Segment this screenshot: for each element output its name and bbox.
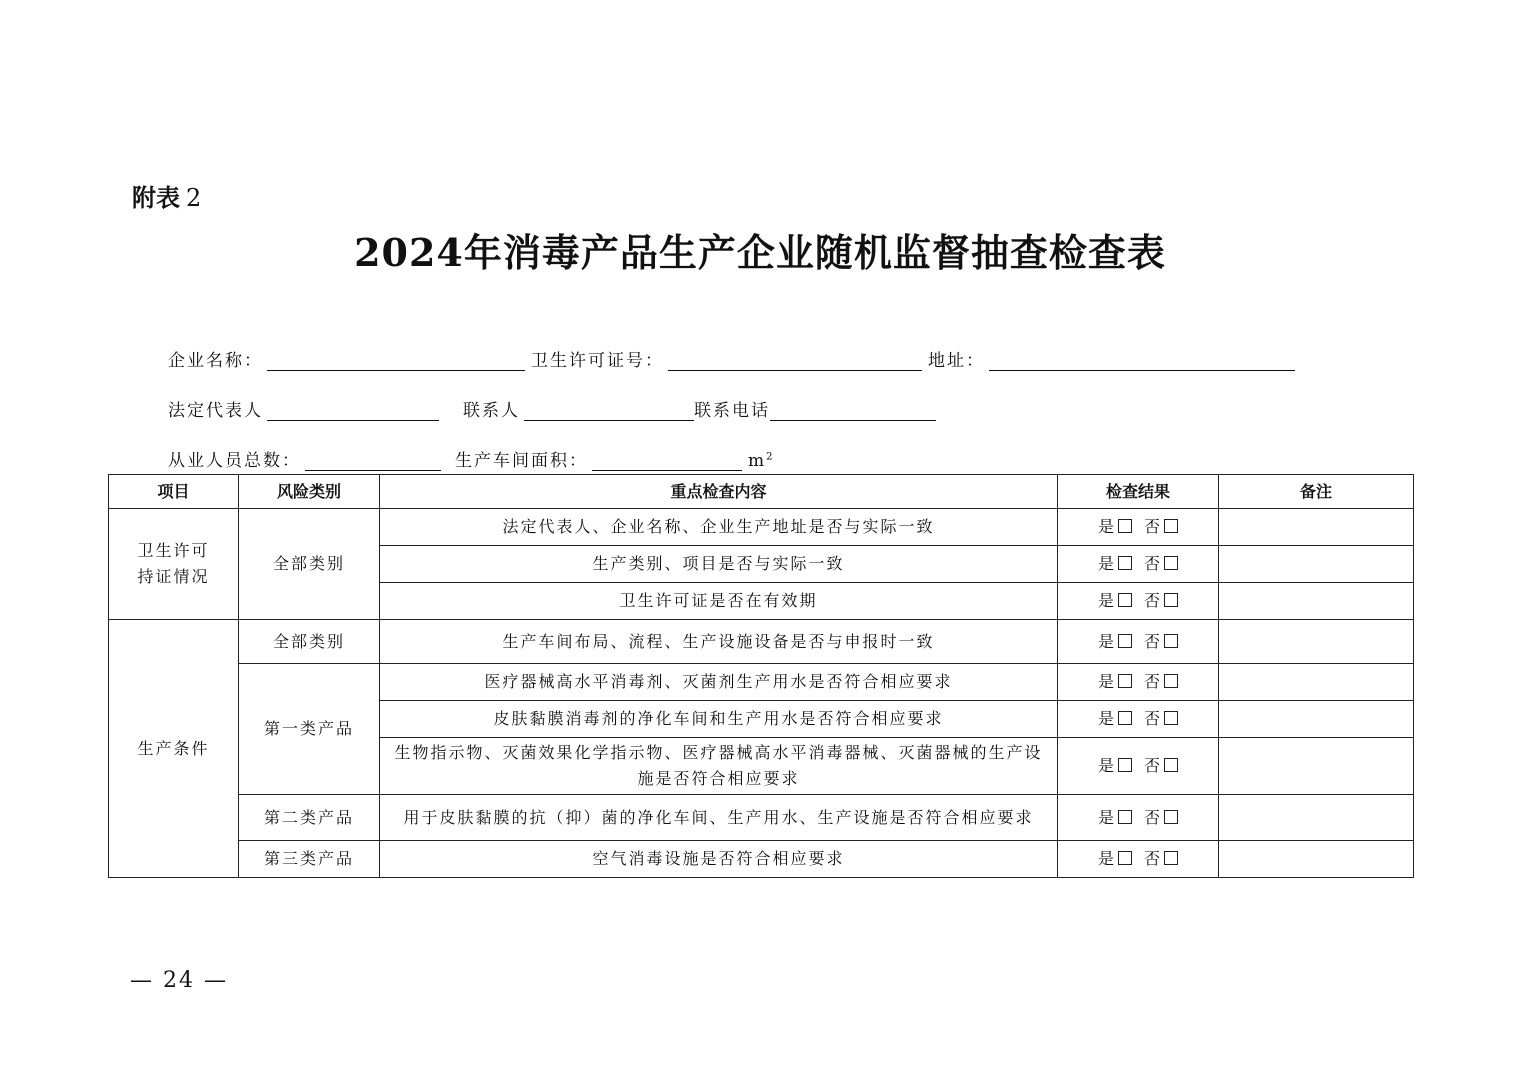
check-content: 医疗器械高水平消毒剂、灭菌剂生产用水是否符合相应要求 [380, 664, 1058, 701]
header-risk: 风险类别 [239, 475, 380, 509]
company-name-blank[interactable] [267, 352, 525, 371]
appendix-label [132, 178, 201, 213]
field-row-staff [168, 446, 773, 471]
result-cell: 是 否 [1058, 795, 1219, 841]
result-cell: 是 否 [1058, 841, 1219, 878]
header-result: 检查结果 [1058, 475, 1219, 509]
no-checkbox[interactable] [1164, 851, 1178, 865]
risk-class2: 第二类产品 [239, 795, 380, 841]
page-number: — 24 — [130, 968, 228, 993]
risk-class1: 第一类产品 [239, 664, 380, 795]
address-label: 地址： [928, 351, 985, 371]
result-cell: 是 否 [1058, 509, 1219, 546]
remark-cell[interactable] [1219, 841, 1414, 878]
license-no-blank[interactable] [668, 352, 922, 371]
yes-checkbox[interactable] [1118, 519, 1132, 533]
table-row [109, 620, 1414, 664]
no-checkbox[interactable] [1164, 593, 1178, 607]
result-cell: 是 否 [1058, 583, 1219, 620]
license-no-label: 卫生许可证号： [531, 351, 664, 371]
no-checkbox[interactable] [1164, 519, 1178, 533]
no-checkbox[interactable] [1164, 758, 1178, 772]
item-license: 卫生许可 持证情况 [109, 509, 239, 620]
appendix-number: 2 [186, 184, 202, 212]
yes-checkbox[interactable] [1118, 674, 1132, 688]
remark-cell[interactable] [1219, 546, 1414, 583]
contact-label: 联系人 [463, 401, 520, 421]
field-row-contact [168, 396, 942, 421]
inspection-table [108, 474, 1414, 878]
check-content: 法定代表人、企业名称、企业生产地址是否与实际一致 [380, 509, 1058, 546]
table-header-row [109, 475, 1414, 509]
yes-checkbox[interactable] [1118, 634, 1132, 648]
header-content: 重点检查内容 [380, 475, 1058, 509]
no-checkbox[interactable] [1164, 674, 1178, 688]
area-unit: $m^2$ [748, 451, 773, 471]
remark-cell[interactable] [1219, 795, 1414, 841]
staff-total-label: 从业人员总数： [168, 451, 301, 471]
result-cell: 是 否 [1058, 701, 1219, 738]
company-name-label: 企业名称： [168, 351, 263, 371]
no-checkbox[interactable] [1164, 810, 1178, 824]
result-cell: 是 否 [1058, 546, 1219, 583]
check-content: 生产类别、项目是否与实际一致 [380, 546, 1058, 583]
yes-checkbox[interactable] [1118, 758, 1132, 772]
table-row [109, 841, 1414, 878]
yes-checkbox[interactable] [1118, 556, 1132, 570]
yes-checkbox[interactable] [1118, 593, 1132, 607]
result-cell: 是 否 [1058, 620, 1219, 664]
remark-cell[interactable] [1219, 509, 1414, 546]
workshop-area-label: 生产车间面积： [455, 451, 588, 471]
result-cell: 是 否 [1058, 664, 1219, 701]
field-row-company [168, 346, 1301, 371]
check-content: 卫生许可证是否在有效期 [380, 583, 1058, 620]
risk-all-license: 全部类别 [239, 509, 380, 620]
staff-total-blank[interactable] [305, 452, 441, 471]
result-cell: 是 否 [1058, 738, 1219, 795]
item-production: 生产条件 [109, 620, 239, 878]
check-content: 空气消毒设施是否符合相应要求 [380, 841, 1058, 878]
phone-label: 联系电话 [694, 401, 770, 421]
header-remark: 备注 [1219, 475, 1414, 509]
risk-all-production: 全部类别 [239, 620, 380, 664]
table-row [109, 664, 1414, 701]
no-checkbox[interactable] [1164, 556, 1178, 570]
remark-cell[interactable] [1219, 620, 1414, 664]
check-content: 生产车间布局、流程、生产设施设备是否与申报时一致 [380, 620, 1058, 664]
remark-cell[interactable] [1219, 701, 1414, 738]
risk-class3: 第三类产品 [239, 841, 380, 878]
no-checkbox[interactable] [1164, 711, 1178, 725]
remark-cell[interactable] [1219, 738, 1414, 795]
table-row [109, 795, 1414, 841]
table-row [109, 509, 1414, 546]
check-content: 生物指示物、灭菌效果化学指示物、医疗器械高水平消毒器械、灭菌器械的生产设施是否符合相应要求 [380, 738, 1058, 795]
workshop-area-blank[interactable] [592, 452, 742, 471]
page-title: 2024年消毒产品生产企业随机监督抽查检查表 [354, 230, 1166, 275]
address-blank[interactable] [989, 352, 1295, 371]
yes-checkbox[interactable] [1118, 711, 1132, 725]
appendix-text: 附表 [132, 184, 180, 212]
header-item: 项目 [109, 475, 239, 509]
remark-cell[interactable] [1219, 664, 1414, 701]
yes-checkbox[interactable] [1118, 851, 1132, 865]
phone-blank[interactable] [770, 402, 936, 421]
yes-checkbox[interactable] [1118, 810, 1132, 824]
legal-rep-blank[interactable] [267, 402, 439, 421]
remark-cell[interactable] [1219, 583, 1414, 620]
check-content: 皮肤黏膜消毒剂的净化车间和生产用水是否符合相应要求 [380, 701, 1058, 738]
contact-blank[interactable] [524, 402, 694, 421]
legal-rep-label: 法定代表人 [168, 401, 263, 421]
check-content: 用于皮肤黏膜的抗（抑）菌的净化车间、生产用水、生产设施是否符合相应要求 [380, 795, 1058, 841]
no-checkbox[interactable] [1164, 634, 1178, 648]
